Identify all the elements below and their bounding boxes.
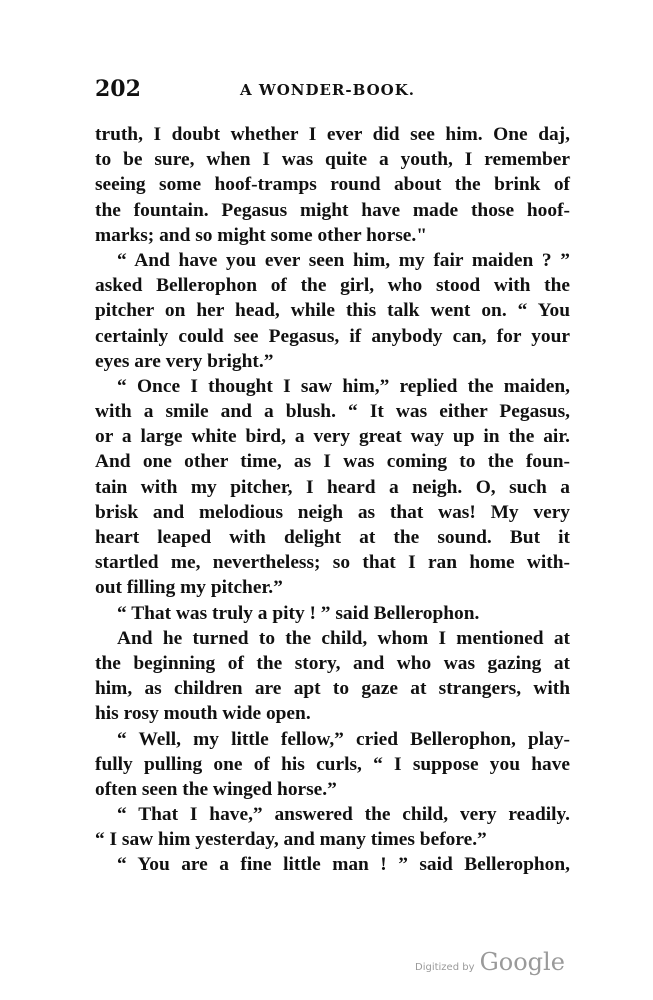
running-head: A WONDER-BOOK. [240,81,415,99]
text-line: brisk and melodious neigh as that was! My very [95,501,570,523]
text-line: truth, I doubt whether I ever did see him. One daj, [95,124,570,145]
text-line: And one other time, as I was coming to the foun- [95,451,570,473]
watermark-prefix: Digitized by [415,962,475,973]
text-line: often seen the winged horse.” [95,778,337,800]
text-line: heart leaped with delight at the sound. But it [95,527,570,548]
text-line: his rosy mouth wide open. [95,703,311,725]
page-number: 202 [95,76,141,102]
text-line: the beginning of the story, and who was gazing at [95,652,570,674]
text-line: out filling my pitcher.” [95,577,283,599]
text-line: to be sure, when I was quite a youth, I remember [95,149,570,171]
text-line: “ Well, my little fellow,” cried Bellerophon, play- [117,728,570,750]
text-line: asked Bellerophon of the girl, who stood with the [95,275,570,297]
text-line: fully pulling one of his curls, “ I suppose you have [95,753,570,775]
text-line: or a large white bird, a very great way up in the air. [95,426,570,448]
text-line: “ Once I thought I saw him,” replied the maiden, [117,375,570,397]
digitized-watermark [415,948,565,976]
text-line: tain with my pitcher, I heard a neigh. O, such a [95,476,570,498]
text-line: the fountain. Pegasus might have made those hoof- [95,199,570,221]
text-line: seeing some hoof-tramps round about the brink of [95,174,570,196]
text-line: “ You are a fine little man ! ” said Bellerophon, [117,854,570,876]
text-line: And he turned to the child, whom I mentioned at [117,627,570,649]
page-header [95,76,570,106]
text-line: “ I saw him yesterday, and many times before.” [95,829,487,851]
text-line: with a smile and a blush. “ It was either Pegasus, [95,401,570,423]
text-line: certainly could see Pegasus, if anybody can, for your [95,325,570,347]
text-line: marks; and so might some other horse." [95,224,427,246]
text-line: him, as children are apt to gaze at strangers, with [95,678,570,700]
body-text [95,122,570,878]
text-line: “ That was truly a pity ! ” said Bellerophon. [117,602,480,624]
text-line: pitcher on her head, while this talk went on. “ You [95,300,570,322]
text-line: startled me, nevertheless; so that I ran home with- [95,552,570,574]
google-logo: Google [479,948,565,976]
text-line: “ And have you ever seen him, my fair maiden ? ” [117,249,570,271]
text-line: “ That I have,” answered the child, very readily. [117,804,570,826]
text-line: eyes are very bright.” [95,350,274,372]
